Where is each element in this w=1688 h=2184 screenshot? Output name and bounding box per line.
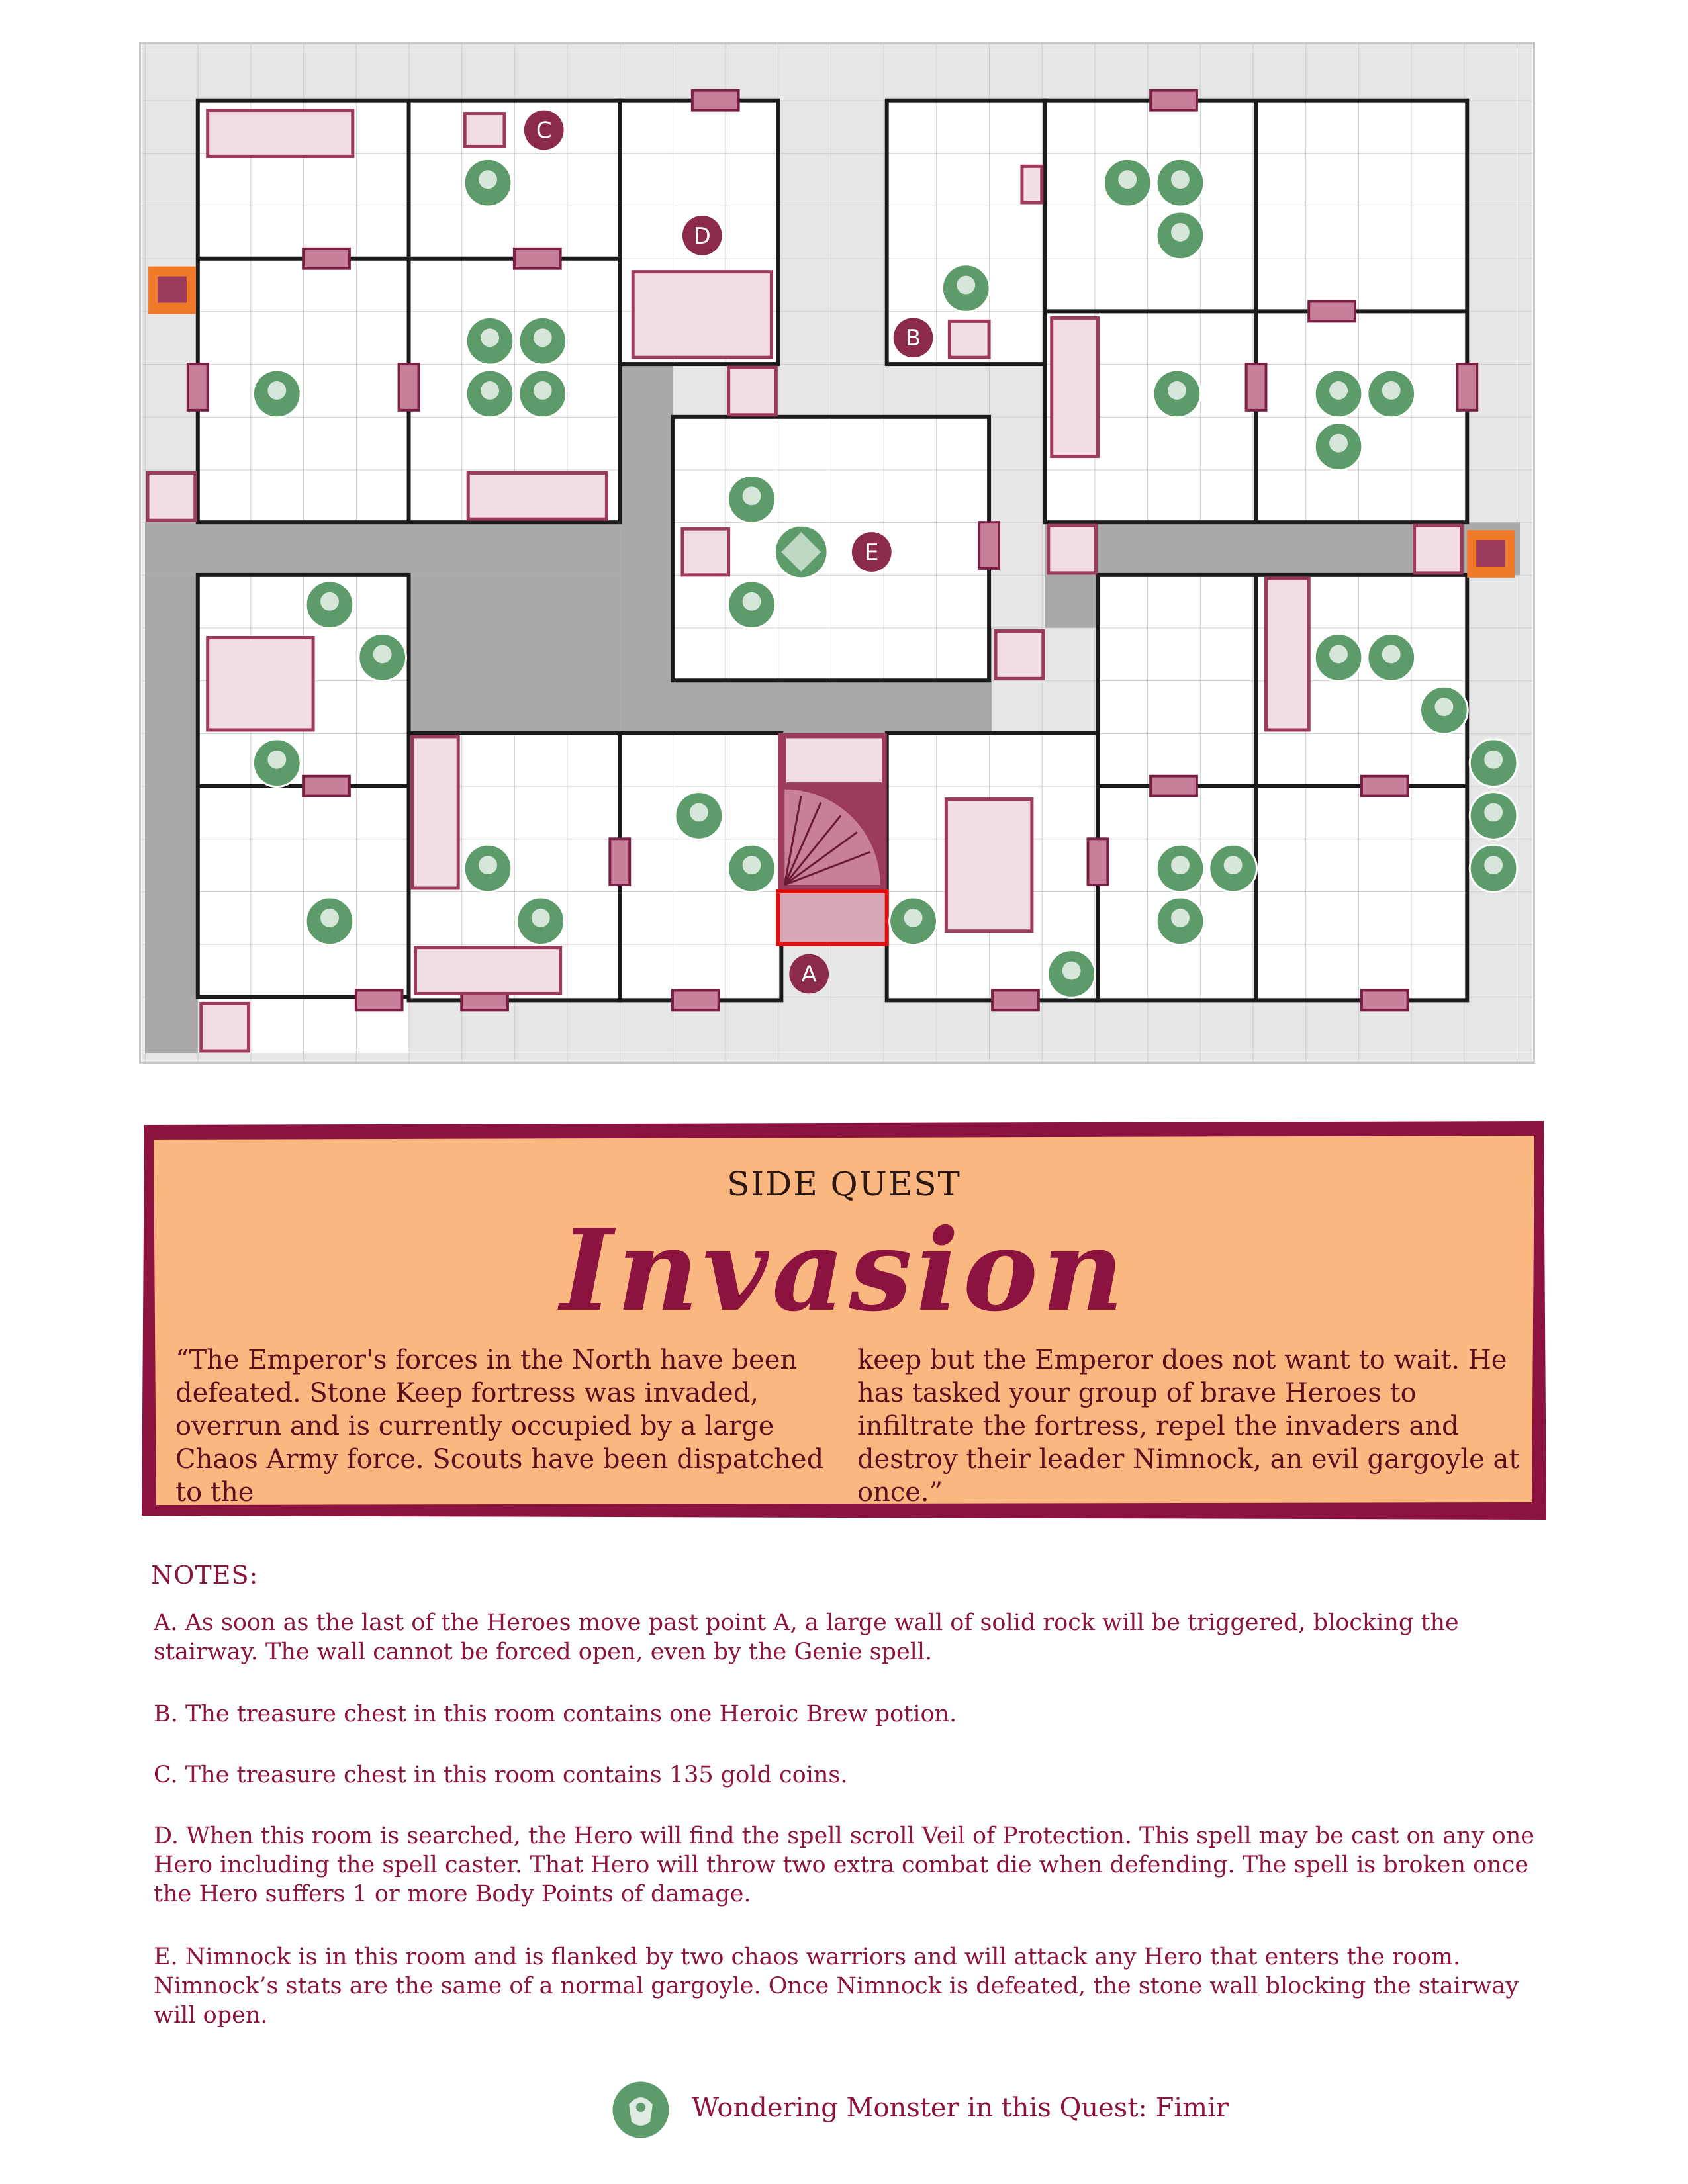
throne [682,529,729,575]
rock-wall-trap [778,891,886,944]
marker-b-label: B [905,325,921,351]
weapon-rack-left [412,737,459,888]
wondering-monster-name: Fimir [1155,2093,1229,2123]
marker-e [852,532,892,572]
rack [208,111,353,157]
notes-heading: NOTES: [151,1561,259,1590]
marker-b [894,318,933,357]
quest-title: Invasion [560,1205,1128,1337]
quest-banner [139,1118,1549,1522]
tomb-bottom [415,948,560,994]
note-a: A. As soon as the last of the Heroes move past point A, a large wall of solid rock will be triggered, blocking the stairway. The wall cannot be forced open, even by the Genie spell. [154,1610,1459,1665]
marker-e-label: E [865,539,879,565]
note-c: C. The treasure chest in this room contains 135 gold coins. [154,1762,848,1788]
map-board [141,44,1533,1062]
tomb [468,473,606,519]
note-b: B. The treasure chest in this room contains one Heroic Brew potion. [154,1701,957,1727]
alchemist-bench [633,272,771,357]
wondering-monster [692,2093,1229,2123]
weapons-rack-right [1266,578,1309,730]
note-d: D. When this room is searched, the Hero will find the spell scroll Veil of Protection. This spell may be cast on any one Hero including the spell caster. That Hero will throw two extra combat die when defending. The spell is broken once the Hero suffers 1 or more Body Points of damage. [154,1823,1534,1907]
treasure-chest-c [465,114,504,147]
torture-rack [208,638,313,730]
intro-text-left: “The Emperor's forces in the North have been defeated. Stone Keep fortress was invaded, overrun and is currently occupied by a large Chaos Army force. Scouts have been dispatched to the [175,1345,824,1508]
marker-a [789,954,829,994]
note-e: E. Nimnock is in this room and is flanked by two chaos warriors and will attack any Hero that enters the room. Nimnock’s stats are the same of a normal gargoyle. Once Nimnock is defeated, the stone wall blocking the stairway will open. [154,1944,1519,2028]
marker-c-label: C [536,117,552,144]
treasure-chest-b [949,321,989,357]
bookcase [1052,318,1098,456]
quest-map [139,42,1535,1064]
sword-rack [1022,166,1042,203]
marker-d [682,216,722,255]
nimnock-gargoyle [774,525,827,578]
wondering-monster-label: Wondering Monster in this Quest: [692,2093,1156,2123]
marker-d-label: D [693,222,711,249]
quest-type: SIDE QUEST [727,1165,961,1203]
table [946,799,1031,931]
marker-a-label: A [801,961,817,987]
fimir-icon [609,2078,673,2142]
intro-text-right: keep but the Emperor does not want to wait. He has tasked your group of brave Heroes to infiltrate the fortress, repel the invaders and destroy their leader Nimnock, an evil gargoyle at once.” [857,1345,1520,1508]
marker-c [524,111,564,150]
